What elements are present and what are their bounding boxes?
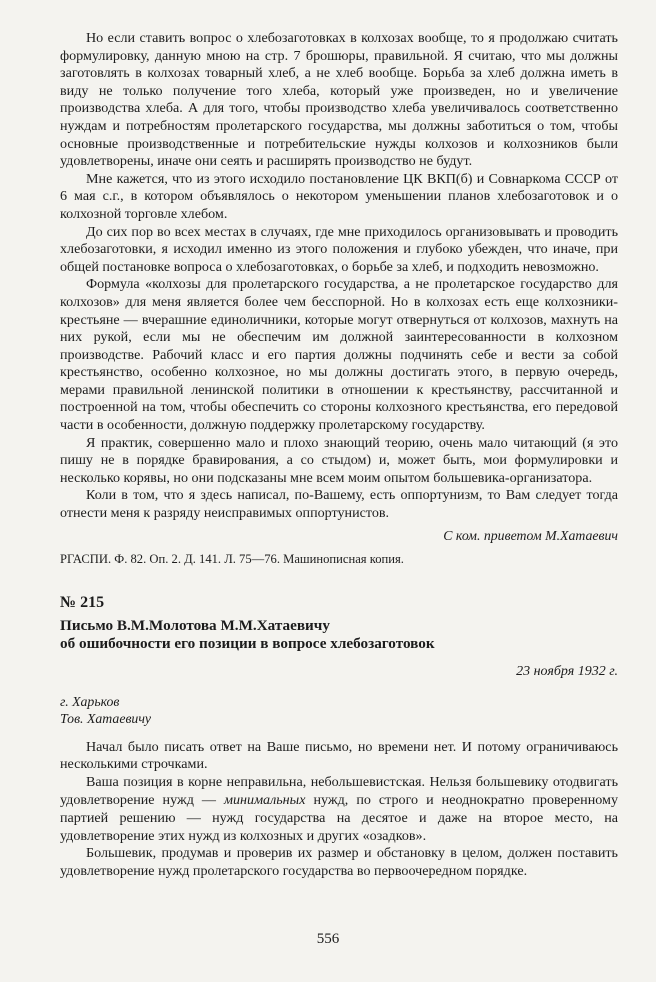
document-body bbox=[60, 739, 618, 881]
letter-text bbox=[60, 30, 618, 523]
archive-source: РГАСПИ. Ф. 82. Оп. 2. Д. 141. Л. 75—76. Машинописная копия. bbox=[60, 551, 404, 566]
document-addressee: Тов. Хатаевичу bbox=[60, 710, 152, 726]
document-title bbox=[60, 617, 618, 653]
paragraph bbox=[60, 774, 618, 845]
paragraph: Большевик, продумав и проверив их размер и обстановку в целом, должен поставить удовлетворение нужд пролетарского государства во первоочередном порядке. bbox=[60, 845, 618, 880]
document-date: 23 ноября 1932 г. bbox=[516, 663, 618, 679]
page-number: 556 bbox=[316, 931, 340, 947]
paragraph: Формула «колхозы для пролетарского государства, а не пролетарское государство для колхозов» для меня является более чем бесспорной. Но в колхозах есть еще колхозники-крестьяне — вчерашние единоличники, которые могут отвернуться от колхозов, махнуть на них рукой, если мы не обеспечим им должной заинтересованности в колхозном производстве. Рабочий класс и его партия должны подчинять себе и вести за собой крестьянство, особенно колхозное, но мы должны достигать этого, в первую очередь, мерами правильной ленинской политики в отношении к крестьянству, рассчитанной и построенной на том, чтобы обеспечить со стороны колхозного крестьянства, его передовой части в особенности, должную поддержку пролетарскому государству. bbox=[60, 276, 618, 434]
paragraph: Мне кажется, что из этого исходило постановление ЦК ВКП(б) и Совнаркома СССР от 6 мая с.г., в котором объявлялось о некотором уменьшении планов хлебозаготовок и о колхозной торговле хлебом. bbox=[60, 170, 618, 222]
paragraph: Начал было писать ответ на Ваше письмо, но времени нет. И потому ограничиваюсь несколькими строчками. bbox=[60, 738, 618, 773]
paragraph: Но если ставить вопрос о хлебозаготовках в колхозах вообще, то я продолжаю считать формулировку, данную мною на стр. 7 брошюры, правильной. Я считаю, что мы должны заготовлять в колхозах товарный хлеб, а не хлеб вообще. Борьба за хлеб должна иметь в виду не только получение того хлеба, который уже произведен, но и увеличение производства хлеба. А для того, чтобы производство хлеба увеличивалось соответственно нуждам и потребностям пролетарского государства, мы должны заботиться о том, чтобы основные производственные и потребительские нужды колхозов и колхозников были удовлетворены, иначе они сеять и расширять производство не будут. bbox=[60, 30, 618, 170]
letter-signature: С ком. приветом М.Хатаевич bbox=[443, 527, 618, 543]
paragraph: До сих пор во всех местах в случаях, где мне приходилось организовывать и проводить хлебозаготовки, я исходил именно из этого положения и глубоко убежден, что иначе, при общей постановке вопроса о хлебозаготовках, о борьбе за хлеб, и подходить невозможно. bbox=[60, 223, 618, 275]
document-title-line: Письмо В.М.Молотова М.М.Хатаевичу bbox=[60, 616, 330, 634]
document-number: № 215 bbox=[60, 593, 105, 611]
text-run: нужд, по строго и неоднократно проверенному партией решению — нужд государства на десятое и даже на второе место, на удовлетворение этих нужд из колхозных и других «озадков». bbox=[60, 792, 618, 844]
text-run: Ваша позиция в корне неправильна, небольшевистская. Нельзя большевику отодвигать удовлетворение нужд — bbox=[60, 774, 618, 809]
emphasis-text: минимальных bbox=[223, 792, 306, 809]
paragraph: Я практик, совершенно мало и плохо знающий теорию, очень мало читающий (я это пишу не в порядке бравирования, а со стыдом) и, может быть, мои формулировки и несколько корявы, но они подсказаны мне всем моим опытом большевика-организатора. bbox=[60, 434, 618, 486]
document-place: г. Харьков bbox=[60, 693, 120, 709]
paragraph: Коли в том, что я здесь написал, по-Вашему, есть оппортунизм, то Вам следует тогда отнести меня к разряду неисправимых оппортунистов. bbox=[60, 487, 618, 522]
document-title-line: об ошибочности его позиции в вопросе хлебозаготовок bbox=[60, 634, 435, 652]
